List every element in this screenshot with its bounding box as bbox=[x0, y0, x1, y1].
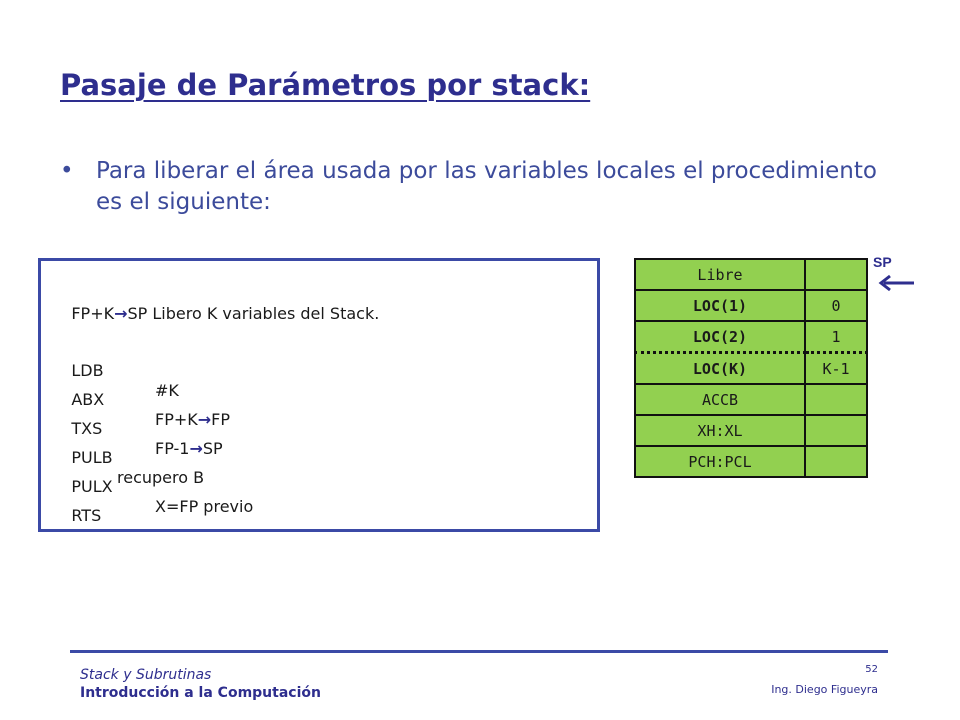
code-arg bbox=[155, 410, 230, 430]
sp-pointer-label: SP bbox=[873, 254, 892, 270]
stack-cell-label: LOC(2) bbox=[635, 321, 805, 353]
code-arg: X=FP previo bbox=[155, 497, 254, 516]
code-arg-part-b: SP bbox=[202, 439, 223, 458]
footer-divider bbox=[70, 650, 888, 653]
code-arg: #K bbox=[155, 381, 179, 400]
stack-row bbox=[635, 446, 867, 477]
stack-cell-value bbox=[805, 259, 867, 290]
code-line-rts bbox=[51, 486, 101, 546]
bullet-dot: • bbox=[60, 158, 74, 184]
code-header-part-a: FP+K bbox=[71, 304, 115, 323]
left-arrow-icon bbox=[876, 274, 916, 292]
stack-cell-label: ACCB bbox=[635, 384, 805, 415]
stack-cell-value: K-1 bbox=[805, 353, 867, 385]
bullet-text: Para liberar el área usada por las variables locales el procedimiento es el siguiente: bbox=[96, 158, 877, 215]
code-arg-part-b: FP bbox=[211, 410, 231, 429]
stack-row bbox=[635, 290, 867, 321]
stack-cell-value bbox=[805, 446, 867, 477]
footer-subtitle: Stack y Subrutinas bbox=[80, 667, 212, 683]
code-arg-part-a: FP-1 bbox=[155, 439, 190, 458]
stack-cell-value: 0 bbox=[805, 290, 867, 321]
stack-row bbox=[635, 415, 867, 446]
footer-author: Ing. Diego Figueyra bbox=[771, 683, 878, 696]
arrow-icon: → bbox=[189, 439, 203, 458]
stack-row bbox=[635, 384, 867, 415]
code-line-header bbox=[51, 284, 379, 344]
code-header-part-b: SP Libero K variables del Stack. bbox=[127, 304, 380, 323]
stack-diagram bbox=[634, 258, 868, 478]
stack-cell-value bbox=[805, 384, 867, 415]
stack-row bbox=[635, 259, 867, 290]
arrow-icon: → bbox=[114, 304, 128, 323]
stack-cell-label: LOC(K) bbox=[635, 353, 805, 385]
code-op: TXS bbox=[71, 419, 103, 438]
code-op: LDB bbox=[71, 361, 104, 380]
stack-cell-label: XH:XL bbox=[635, 415, 805, 446]
arrow-icon: → bbox=[197, 410, 212, 429]
stack-cell-label: LOC(1) bbox=[635, 290, 805, 321]
stack-cell-label: Libre bbox=[635, 259, 805, 290]
stack-cell-value: 1 bbox=[805, 321, 867, 353]
stack-row bbox=[635, 321, 867, 353]
code-op: PULB bbox=[71, 448, 113, 467]
code-op: PULX bbox=[71, 477, 113, 496]
code-op: ABX bbox=[71, 390, 105, 409]
page-number: 52 bbox=[865, 664, 878, 675]
bullet-item bbox=[60, 156, 880, 218]
footer-course: Introducción a la Computación bbox=[80, 685, 321, 701]
code-op: RTS bbox=[71, 506, 102, 525]
code-arg: recupero B bbox=[117, 468, 205, 487]
code-box bbox=[38, 258, 600, 532]
stack-row bbox=[635, 353, 867, 385]
slide-title: Pasaje de Parámetros por stack: bbox=[60, 68, 591, 102]
stack-cell-label: PCH:PCL bbox=[635, 446, 805, 477]
code-arg bbox=[155, 439, 223, 459]
stack-cell-value bbox=[805, 415, 867, 446]
code-arg-part-a: FP+K bbox=[155, 410, 198, 429]
